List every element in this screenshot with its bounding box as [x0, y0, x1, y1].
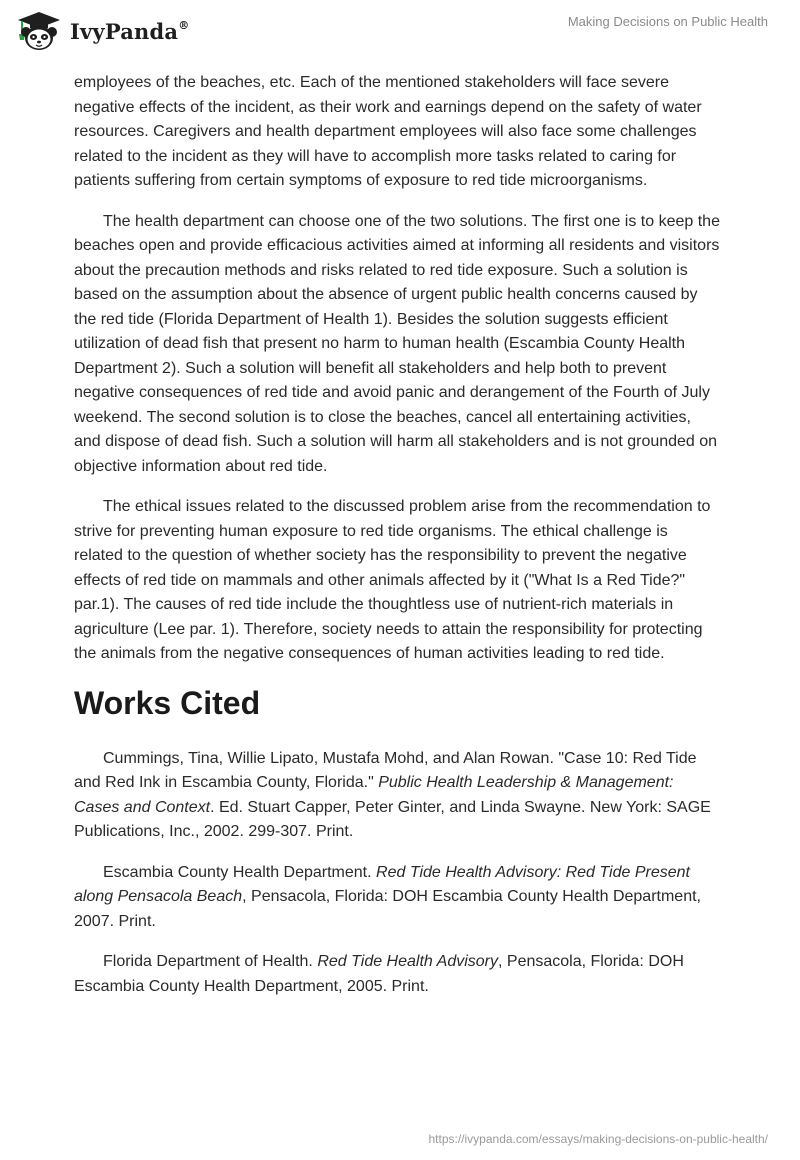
running-title: Making Decisions on Public Health: [567, 14, 768, 29]
citation-entry: [74, 861, 720, 935]
citation-publication: . Ed. Stuart Capper, Peter Ginter, and Linda Swayne. New York: SAGE Publications, Inc., 2002. 299-307. Print.: [74, 798, 711, 840]
citation-publication: , Pensacola, Florida: DOH Escambia County Health Department, 2007. Print.: [74, 888, 701, 930]
citation-title: Red Tide Health Advisory: [317, 953, 499, 970]
body-paragraph: The health department can choose one of the two solutions. The first one is to keep the beaches open and provide efficacious activities aimed at informing all residents and visitors about the precaution methods and risks related to red tide exposure. Such a solution is based on the assumption about the absence of urgent public health concerns caused by the red tide (Florida Department of Health 1). Besides the solution suggests efficient utilization of dead fish that present no harm to human health (Escambia County Health Department 2). Such a solution will benefit all stakeholders and help both to prevent negative consequences of red tide and avoid panic and derangement of the Fourth of July weekend. The second solution is to close the beaches, cancel all entertaining activities, and dispose of dead fish. Such a solution will harm all stakeholders and is not grounded on objective information about red tide.: [74, 212, 720, 475]
essay-content: [74, 71, 720, 1015]
citation-title: Public Health Leadership & Management: Cases and Context: [74, 774, 674, 816]
brand-logo[interactable]: [14, 10, 189, 52]
panda-graduation-cap-icon: [14, 10, 64, 52]
citation-title: Red Tide Health Advisory: Red Tide Present along Pensacola Beach: [74, 863, 690, 905]
citation-entry: [74, 747, 720, 845]
page-header: [0, 0, 800, 70]
citation-entry: [74, 950, 720, 999]
citation-authors: Cummings, Tina, Willie Lipato, Mustafa Mohd, and Alan Rowan. "Case 10: Red Tide and Red Ink in Escambia County, Florida.": [74, 749, 697, 791]
citation-authors: Escambia County Health Department.: [103, 863, 377, 881]
body-paragraph: employees of the beaches, etc. Each of the mentioned stakeholders will face severe negative effects of the incident, as their work and earnings depend on the safety of water resources. Caregivers and health department employees will also face some challenges related to the incident as they will have to accomplish more tasks related to caring for patients suffering from certain symptoms of exposure to red tide microorganisms.: [74, 74, 702, 189]
source-url-link[interactable]: https://ivypanda.com/essays/making-decisions-on-public-health/: [428, 1132, 768, 1146]
works-cited-heading: Works Cited: [74, 684, 261, 721]
registered-mark: ®: [178, 18, 190, 32]
brand-name: IvyPanda®: [70, 18, 190, 44]
citation-publication: , Pensacola, Florida: DOH Escambia County Health Department, 2005. Print.: [74, 953, 684, 995]
citation-authors: Florida Department of Health.: [103, 953, 318, 970]
body-paragraph: The ethical issues related to the discussed problem arise from the recommendation to strive for preventing human exposure to red tide organisms. The ethical challenge is related to the question of whether society has the responsibility to prevent the negative effects of red tide on mammals and other animals affected by it ("What Is a Red Tide?" par.1). The causes of red tide include the thoughtless use of nutrient-rich materials in agriculture (Lee par. 1). Therefore, society needs to attain the responsibility for protecting the animals from the negative consequences of human activities leading to red tide.: [74, 498, 711, 662]
